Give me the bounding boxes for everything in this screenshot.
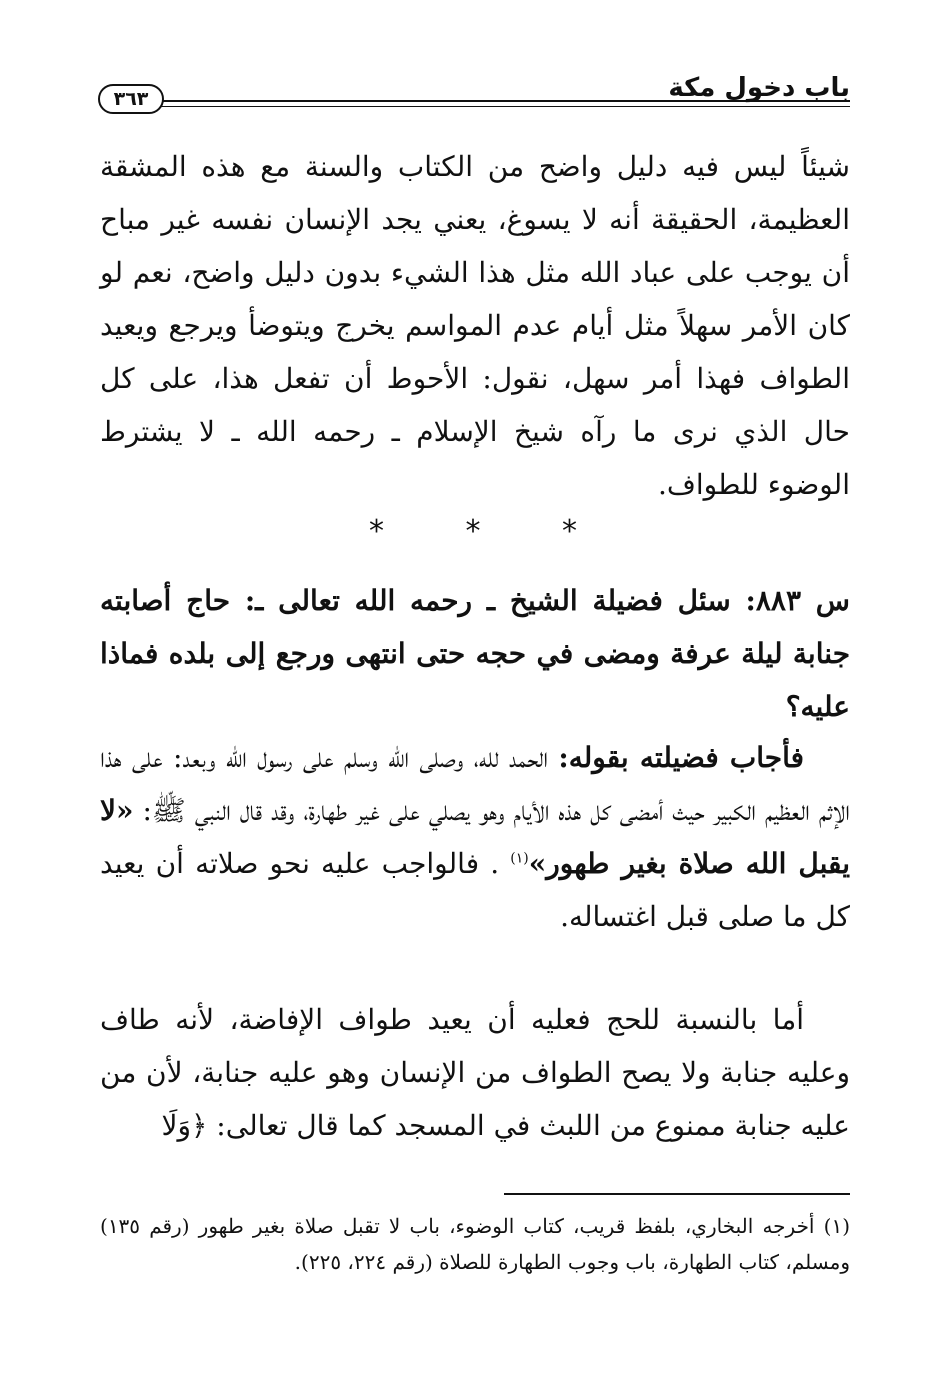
answer-paragraph xyxy=(100,731,850,943)
answer-text-2: . فالواجب عليه نحو صلاته أن يعيد كل ما صلى قبل اغتساله. xyxy=(100,847,850,933)
answer-lead: فأجاب فضيلته بقوله: xyxy=(558,741,805,774)
hajj-paragraph: أما بالنسبة للحج فعليه أن يعيد طواف الإفاضة، لأنه طاف وعليه جنابة ولا يصح الطواف من الإنسان وهو عليه جنابة، لأن من عليه جنابة ممنوع من اللبث في المسجد كما قال تعالى: ﴿وَلَا xyxy=(100,1003,850,1142)
header-rule xyxy=(160,100,850,102)
hadith-quote: «لا يقبل الله صلاة بغير طهور» xyxy=(100,794,850,880)
header-rule-thin xyxy=(160,106,850,107)
question-paragraph: س ٨٨٣: سئل فضيلة الشيخ ـ رحمه الله تعالى ـ: حاج أصابته جنابة ليلة عرفة ومضى في حجه حتى انتهى ورجع إلى بلده فماذا عليه؟ xyxy=(100,584,850,723)
section-separator: * * * xyxy=(368,514,614,549)
footnote: (١) أخرجه البخاري، بلفظ قريب، كتاب الوضوء، باب لا تقبل صلاة بغير طهور (رقم ١٣٥) ومسلم، كتاب الطهارة، باب وجوب الطهارة للصلاة (رقم ٢٢٤، ٢٢٥). xyxy=(100,1214,850,1274)
page-header xyxy=(98,66,850,114)
page-number: ٣٦٣ xyxy=(98,84,164,114)
footnote-marker[interactable]: (١) xyxy=(510,850,529,867)
paragraph-continuation: شيئاً ليس فيه دليل واضح من الكتاب والسنة مع هذه المشقة العظيمة، الحقيقة أنه لا يسوغ، يعني يجد الإنسان نفسه غير مباح أن يوجب على عباد الله مثل هذا الشيء بدون دليل واضح، نعم لو كان الأمر سهلاً مثل أيام عدم المواسم يخرج ويتوضأ ويرجع ويعيد الطواف فهذا أمر سهل، نقول: الأحوط أن تفعل هذا، على كل حال الذي نرى ما رآه شيخ الإسلام ـ رحمه الله ـ لا يشترط الوضوء للطواف. xyxy=(100,150,850,501)
answer-text-1: الحمد لله، وصلى الله وسلم على رسول الله وبعد: على هذا الإثم العظيم الكبير حيث أمضى كل هذه الأيام وهو يصلي على غير طهارة، وقد قال النبي ﷺ: xyxy=(100,741,850,827)
chapter-title: باب دخول مكة xyxy=(668,73,850,103)
footnote-rule xyxy=(504,1193,850,1195)
